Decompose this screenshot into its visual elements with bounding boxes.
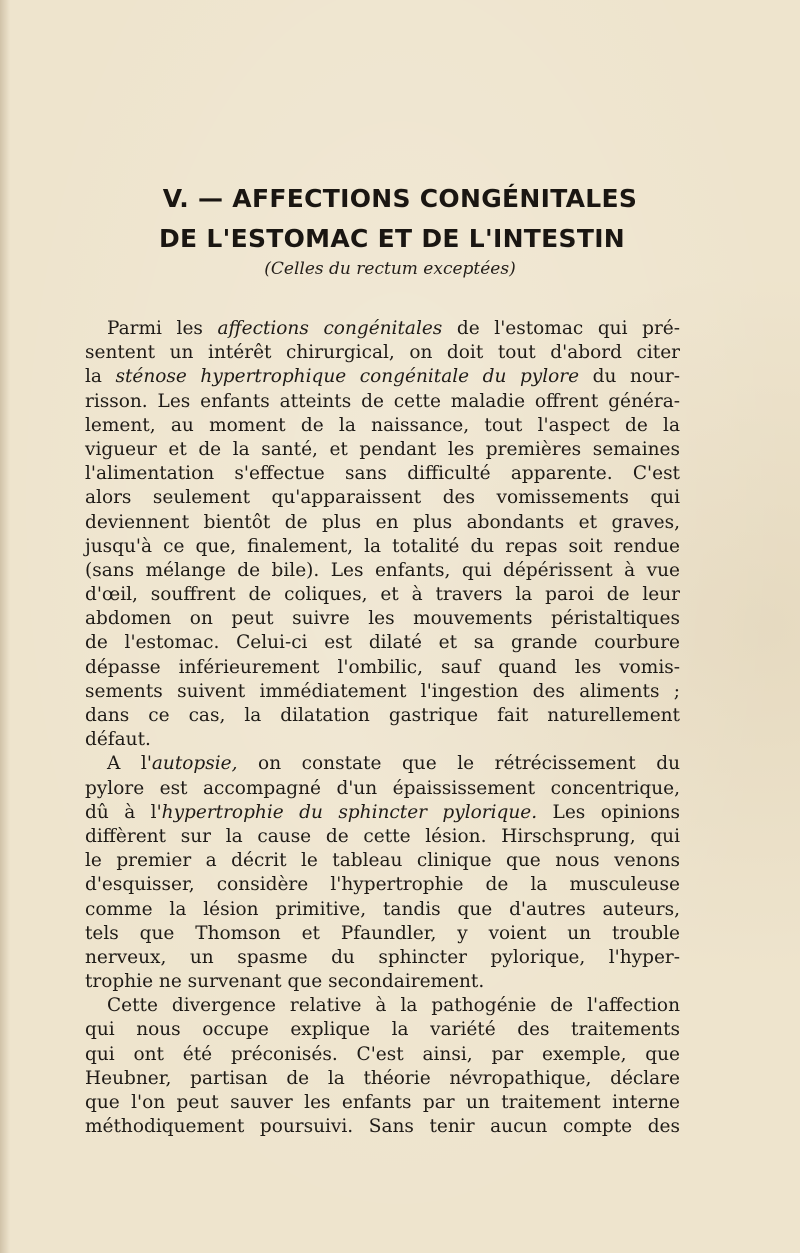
text-line: lement, au moment de la naissance, tout l'aspect de la	[85, 414, 680, 436]
text-line: Parmi les affections congénitales de l'estomac qui pré-	[107, 318, 680, 339]
body-text	[85, 317, 680, 1139]
text-line: que l'on peut sauver les enfants par un traitement interne	[85, 1092, 680, 1113]
text-line: dépasse inférieurement l'ombilic, sauf quand les vomis-	[85, 656, 680, 678]
chapter-title-line-2: DE L'ESTOMAC ET DE L'INTESTIN	[158, 224, 626, 253]
text-line: Cette divergence relative à la pathogénie de l'affection	[107, 995, 680, 1017]
text-line: la sténose hypertrophique congénitale du pylore du nour-	[85, 366, 681, 388]
text-line: sements suivent immédiatement l'ingestion des aliments ;	[85, 680, 680, 702]
text-line: abdomen on peut suivre les mouvements péristaltiques	[85, 608, 680, 630]
emphasis: autopsie,	[151, 753, 238, 775]
emphasis: hypertrophie du sphincter pylorique.	[161, 801, 538, 823]
text-line: le premier a décrit le tableau clinique que nous venons	[85, 850, 680, 872]
text-line: d'esquisser, considère l'hypertrophie de la musculeuse	[85, 874, 680, 896]
text-line: comme la lésion primitive, tandis que d'autres auteurs,	[85, 898, 680, 920]
text-line: qui ont été préconisés. C'est ainsi, par exemple, que	[85, 1043, 680, 1065]
text-line: dans ce cas, la dilatation gastrique fait naturellement	[85, 705, 680, 726]
text-line: nerveux, un spasme du sphincter pylorique, l'hyper-	[85, 946, 680, 968]
text-line: trophie ne survenant que secondairement.	[85, 971, 485, 993]
text-line: tels que Thomson et Pfaundler, y voient un trouble	[85, 922, 680, 944]
text-line: risson. Les enfants atteints de cette maladie offrent généra-	[85, 390, 680, 412]
emphasis: sténose hypertrophique congénitale du pylore	[115, 366, 580, 388]
text-line: méthodiquement poursuivi. Sans tenir aucun compte des	[85, 1116, 680, 1138]
text-line: dû à l'hypertrophie du sphincter pylorique. Les opinions	[85, 801, 680, 823]
text-line: deviennent bientôt de plus en plus abondants et graves,	[85, 511, 680, 533]
text-line: (sans mélange de bile). Les enfants, qui dépérissent à vue	[85, 559, 680, 581]
chapter-title-line-1: V. — AFFECTIONS CONGÉNITALES	[162, 184, 638, 213]
text-line: diffèrent sur la cause de cette lésion. Hirschsprung, qui	[85, 825, 680, 847]
text-line: vigueur et de la santé, et pendant les premières semaines	[85, 438, 680, 460]
text-line: qui nous occupe explique la variété des traitements	[85, 1019, 680, 1041]
text-line: jusqu'à ce que, finalement, la totalité du repas soit rendue	[85, 535, 680, 557]
text-line: alors seulement qu'apparaissent des vomissements qui	[85, 487, 680, 509]
text-line: de l'estomac. Celui-ci est dilaté et sa grande courbure	[85, 632, 680, 654]
emphasis: affections congénitales	[217, 318, 443, 339]
text-line: Heubner, partisan de la théorie névropathique, déclare	[85, 1067, 680, 1089]
text-line: défaut.	[85, 729, 151, 751]
text-line: A l'autopsie, on constate que le rétrécissement du	[107, 753, 680, 775]
text-line: l'alimentation s'effectue sans difficulté apparente. C'est	[85, 463, 680, 485]
chapter-subtitle: (Celles du rectum exceptées)	[264, 259, 516, 279]
text-line: sentent un intérêt chirurgical, on doit tout d'abord citer	[85, 342, 680, 364]
text-line: pylore est accompagné d'un épaississement concentrique,	[85, 777, 680, 799]
text-line: d'œil, souffrent de coliques, et à travers la paroi de leur	[85, 584, 680, 606]
